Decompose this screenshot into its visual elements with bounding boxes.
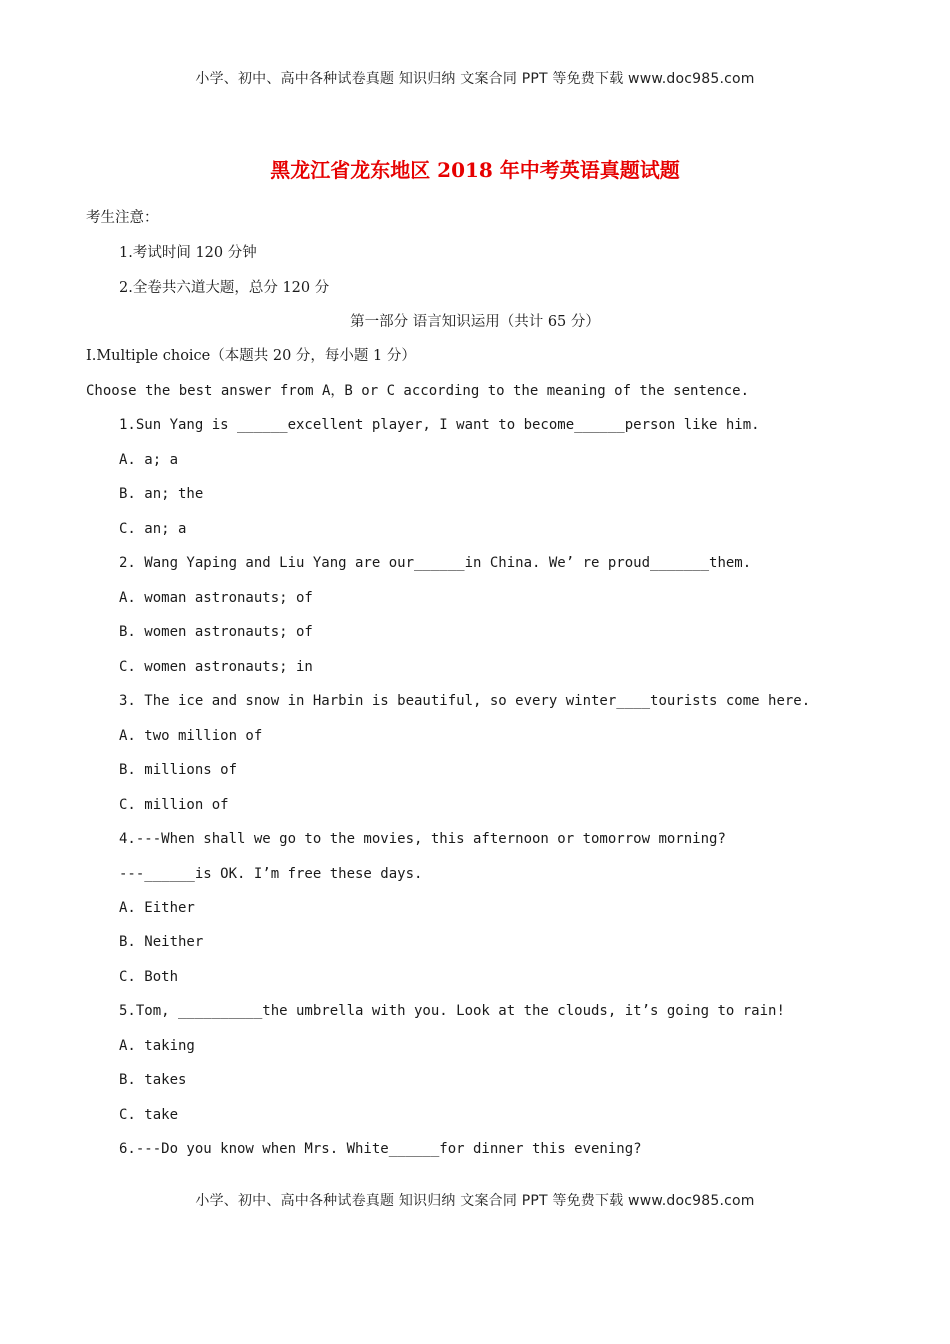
answer-option: B. an; the [119, 486, 204, 502]
page-header-watermark: 小学、初中、高中各种试卷真题 知识归纳 文案合同 PPT 等免费下载 www.doc985.com [195, 71, 755, 87]
answer-option: A. two million of [119, 728, 263, 744]
answer-option: C. million of [119, 797, 229, 813]
question-stem: 2. Wang Yaping and Liu Yang are our______in China. We’ re proud_______them. [119, 555, 752, 571]
part-heading: 第一部分 语言知识运用（共计 65 分） [350, 314, 600, 330]
question-stem: 4.---When shall we go to the movies, this afternoon or tomorrow morning? [119, 831, 726, 847]
page-footer-watermark: 小学、初中、高中各种试卷真题 知识归纳 文案合同 PPT 等免费下载 www.doc985.com [195, 1193, 755, 1209]
section-heading: Ⅰ.Multiple choice（本题共 20 分，每小题 1 分） [86, 348, 416, 364]
answer-option: C. women astronauts; in [119, 659, 313, 675]
answer-option: A. woman astronauts; of [119, 590, 313, 606]
answer-option: B. women astronauts; of [119, 624, 313, 640]
notice-heading: 考生注意： [86, 210, 159, 226]
section-instruction: Choose the best answer from A，B or C according to the meaning of the sentence. [86, 383, 750, 399]
notice-item: 1.考试时间 120 分钟 [119, 245, 257, 261]
question-stem: 6.---Do you know when Mrs. White______for dinner this evening? [119, 1141, 642, 1157]
notice-item: 2.全卷共六道大题，总分 120 分 [119, 280, 330, 296]
answer-option: C. take [119, 1107, 179, 1123]
answer-option: A. taking [119, 1038, 195, 1054]
answer-option: B. takes [119, 1072, 187, 1088]
answer-option: B. Neither [119, 934, 204, 950]
question-stem-response: ---______is OK. I’m free these days. [119, 866, 423, 882]
question-stem: 1.Sun Yang is ______excellent player, I want to become______person like him. [119, 417, 760, 433]
question-stem: 3. The ice and snow in Harbin is beautiful, so every winter____tourists come here. [119, 693, 811, 709]
answer-option: A. a; a [119, 452, 179, 468]
answer-option: B. millions of [119, 762, 238, 778]
exam-title: 黑龙江省龙东地区 2018 年中考英语真题试题 [270, 158, 680, 182]
question-stem: 5.Tom, __________the umbrella with you. Look at the clouds, it’s going to rain! [119, 1003, 785, 1019]
answer-option: C. an; a [119, 521, 187, 537]
answer-option: C. Both [119, 969, 179, 985]
answer-option: A. Either [119, 900, 195, 916]
